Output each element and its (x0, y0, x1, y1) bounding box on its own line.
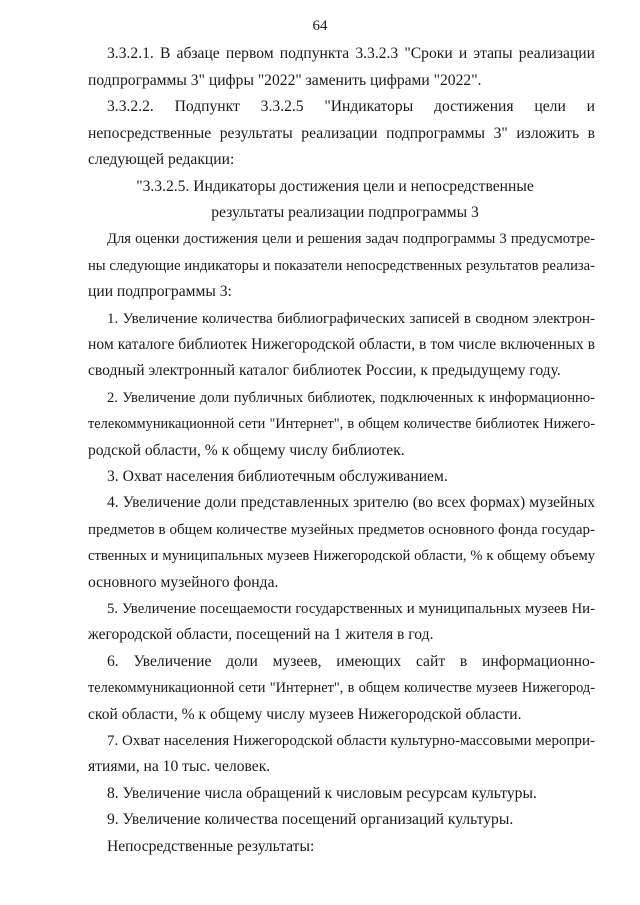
list-item-line: телекоммуникационной сети "Интернет", в общем количестве библиотек Нижего- (88, 416, 595, 432)
list-item-line: жегородской области, посещений на 1 жителя в год. (88, 626, 434, 643)
list-item-line: ской области, % к общему числу музеев Нижегородской области. (88, 706, 522, 723)
text-line: 3.3.2.1. В абзаце первом подпункта 3.3.2.3 "Сроки и этапы реализации (107, 45, 595, 62)
section-heading-line: результаты реализации подпрограммы 3 (211, 204, 479, 221)
text-line: непосредственные результаты реализации подпрограммы 3" изложить в (88, 125, 595, 142)
text-line: следующей редакции: (88, 151, 235, 168)
page-number: 64 (312, 18, 328, 34)
list-item-line: 6. Увеличение доли музеев, имеющих сайт в информационно- (107, 653, 595, 670)
text-line: Для оценки достижения цели и решения задач подпрограммы 3 предусмотре- (107, 231, 595, 247)
list-item-line: 2. Увеличение доли публичных библиотек, подключенных к информационно- (107, 390, 595, 406)
list-item-line: 7. Охват населения Нижегородской области культурно-массовыми меропри- (107, 733, 595, 749)
list-item-line: телекоммуникационной сети "Интернет", в общем количестве музеев Нижегород- (88, 680, 595, 696)
list-item-line: 3. Охват населения библиотечным обслуживанием. (107, 468, 448, 485)
text-line: подпрограммы 3" цифры "2022" заменить цифрами "2022". (88, 72, 482, 89)
list-item-line: 1. Увеличение количества библиографических записей в сводном электрон- (107, 311, 595, 327)
list-item-line: основного музейного фонда. (88, 574, 279, 591)
text-line: 3.3.2.2. Подпункт 3.3.2.5 "Индикаторы достижения цели и (107, 98, 595, 115)
text-line: ны следующие индикаторы и показатели непосредственных результатов реализа- (88, 258, 595, 274)
list-item-line: предметов в общем количестве музейных предметов основного фонда государ- (88, 522, 595, 538)
list-item-line: 8. Увеличение числа обращений к числовым ресурсам культуры. (107, 785, 537, 802)
list-item-line: ственных и муниципальных музеев Нижегородской области, % к общему объему (88, 548, 595, 564)
list-item-line: ятиями, на 10 тыс. человек. (88, 758, 271, 775)
list-item-line: родской области, % к общему числу библиотек. (88, 442, 405, 459)
list-item-line: 4. Увеличение доли представленных зрителю (во всех формах) музейных (107, 494, 595, 511)
section-heading-line: "3.3.2.5. Индикаторы достижения цели и непосредственные (136, 178, 534, 195)
list-item-line: 9. Увеличение количества посещений организаций культуры. (107, 811, 514, 828)
text-line: ции подпрограммы 3: (88, 283, 232, 300)
list-item-line: ном каталоге библиотек Нижегородской области, в том числе включенных в (88, 336, 595, 353)
list-item-line: сводный электронный каталог библиотек России, к предыдущему году. (88, 362, 561, 379)
list-item-line: 5. Увеличение посещаемости государственных и муниципальных музеев Ни- (107, 601, 595, 617)
text-line: Непосредственные результаты: (107, 838, 315, 855)
